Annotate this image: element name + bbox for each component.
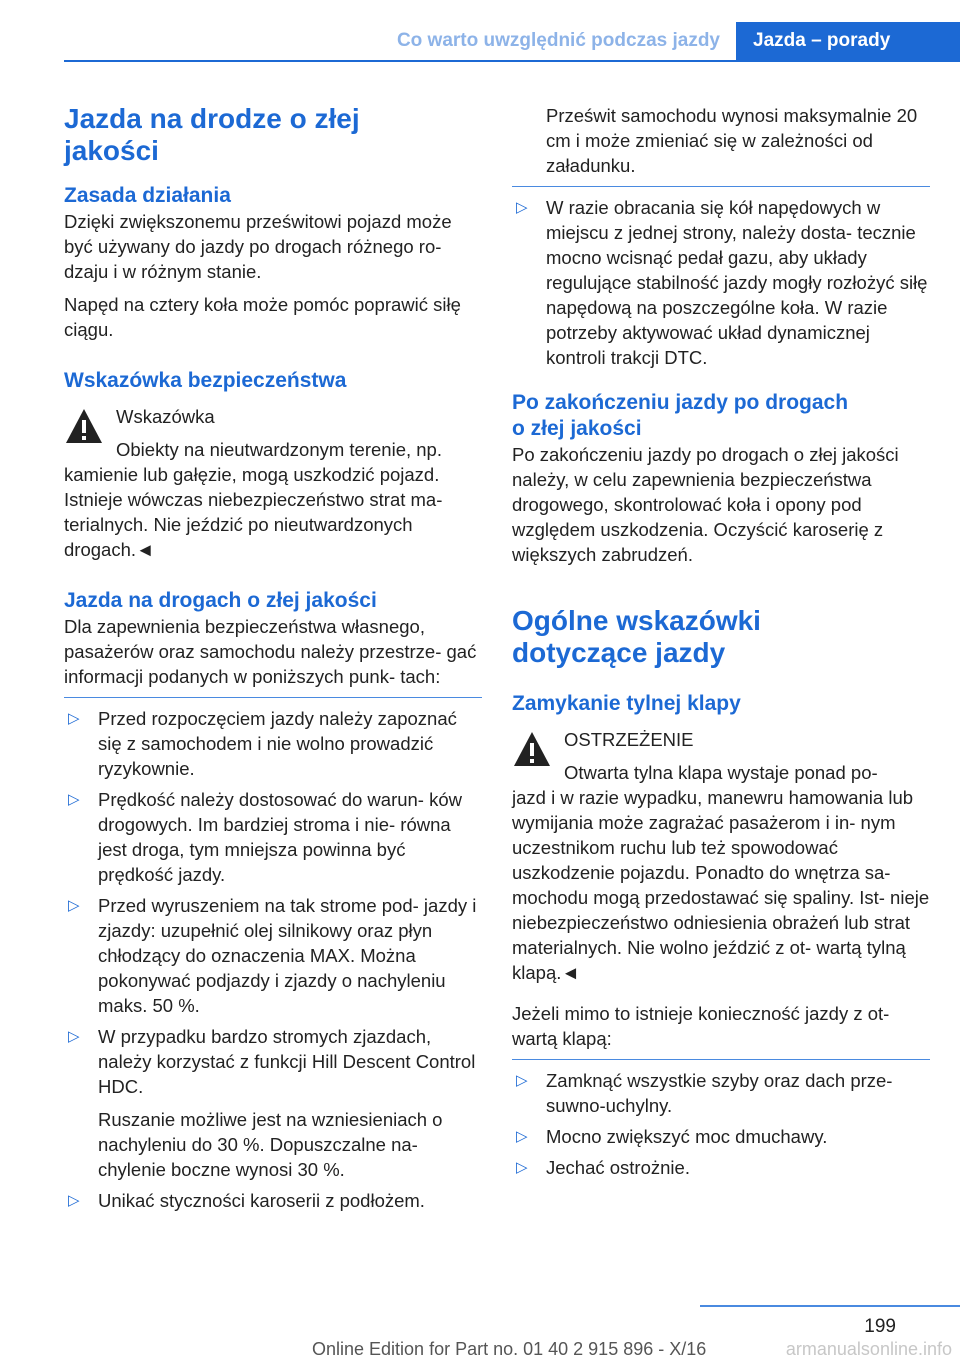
page-header [64,22,960,62]
triangle-right-icon: ▷ [516,1128,528,1145]
list-separator [512,186,930,187]
triangle-right-icon: ▷ [68,1192,80,1209]
warning-label: OSTRZEŻENIE [564,729,694,750]
triangle-right-icon: ▷ [516,199,528,216]
warning-label: Wskazówka [116,406,215,427]
triangle-right-icon: ▷ [516,1159,528,1176]
list-item: ▷ Prędkość należy dostosować do warun- ków drogowych. Im bardziej stroma i nie- równa jest droga, tym mniejsza powinna być prędkość jazdy. [68,789,463,885]
principle-paragraph-1: Dzięki zwiększonemu prześwitowi pojazd może być używany do jazdy po drogach różnego ro- dzaju i w różnym stanie. [64,211,452,282]
list-separator [64,697,482,698]
list-item: ▷ W razie obracania się kół napędowych w miejscu z jednej strony, należy dosta- tecznie mocno wcisnąć pedał gazu, aby układy regulujące stabilność jazdy mogły rozłożyć siłę napędową na poszczególne koła. W razie potrzeby aktywować układ dynamicznej kontroli trakcji DTC. [516,197,928,368]
tailgate-list [512,1068,930,1180]
triangle-right-icon: ▷ [68,1028,80,1045]
list-item: ▷ Zamknąć wszystkie szyby oraz dach prze- suwno-uchylny. [516,1070,893,1116]
list-item: ▷ Przed wyruszeniem na tak strome pod- jazdy i zjazdy: uzupełnić olej silnikowy oraz płyn chłodzący do oznaczenia MAX. Można pokonywać podjazdy i zjazdy o nachyleniu maks. 50 %. [68,895,477,1016]
left-column [64,103,482,1219]
after-driving-heading: Po zakończeniu jazdy po drogach o złej jakości [512,391,849,440]
warning-text-first: Obiekty na nieutwardzonym terenie, np. [116,439,442,460]
bad-roads-list [64,706,482,1213]
warning-triangle-icon [512,730,552,768]
list-separator [512,1059,930,1060]
chapter-tab: Jazda – porady [736,22,960,62]
watermark: armanualsonline.info [785,1339,952,1359]
bad-roads-heading: Jazda na drogach o złej jakości [64,589,377,612]
drive-wheel-list [512,195,930,370]
footer-rule [700,1305,960,1307]
warning-text-rest: jazd i w razie wypadku, manewru hamowania lub wymijania może zagrażać pasażerom i in- nym uczestnikom ruchu lub też spowodować uszkodzenie pojazdu. Ponadto do wnętrza sa- mochodu mogą przedostawać się spaliny. Ist- nieje niebezpieczeństwo odniesienia obrażeń lub strat materialnych. Nie wolno jeździć z ot- wartą tylną klapą.◄ [512,787,930,983]
edition-text: Online Edition for Part no. 01 40 2 915 896 - X/16 [312,1339,707,1359]
after-driving-text: Po zakończeniu jazdy po drogach o złej jakości należy, w celu zapewnienia bezpieczeństwa drogowego, skontrolować koła i opony pod względem uszkodzenia. Oczyścić karoserię z większych zabrudzeń. [512,444,899,565]
list-item: ▷ Mocno zwiększyć moc dmuchawy. [516,1126,828,1147]
section-title: Co warto uwzględnić podczas jazdy [396,30,720,51]
list-continuation: Prześwit samochodu wynosi maksymalnie 20 cm i może zmieniać się w zależności od załadunku. [546,105,918,176]
triangle-right-icon: ▷ [68,897,80,914]
tailgate-intro: Jeżeli mimo to istnieje konieczność jazdy z ot- wartą klapą: [512,1003,890,1049]
list-item: ▷ Unikać styczności karoserii z podłożem. [68,1190,425,1211]
safety-warning [64,404,482,462]
bad-roads-intro: Dla zapewnienia bezpieczeństwa własnego, pasażerów oraz samochodu należy przestrze- gać informacji podanych w poniższych punk- tach: [64,616,477,687]
general-tips-title: Ogólne wskazówki dotyczące jazdy [512,605,761,668]
list-item: ▷ Przed rozpoczęciem jazdy należy zapoznać się z samochodem i nie wolno prowadzić ryzykownie. [68,708,457,779]
warning-text-first: Otwarta tylna klapa wystaje ponad po- [564,762,878,783]
page-number: 199 [864,1316,896,1337]
main-title: Jazda na drodze o złej jakości [64,103,360,166]
safety-heading: Wskazówka bezpieczeństwa [64,369,347,392]
header-rule [64,60,960,62]
tailgate-warning [512,727,930,785]
triangle-right-icon: ▷ [68,710,80,727]
principle-heading: Zasada działania [64,184,231,207]
warning-text-rest: kamienie lub gałęzie, mogą uszkodzić pojazd. Istnieje wówczas niebezpieczeństwo strat ma- terialnych. Nie jeździć po nieutwardzonych drogach.◄ [64,464,443,560]
list-item: ▷ W przypadku bardzo stromych zjazdach, należy korzystać z funkcji Hill Descent Control HDC. Ruszanie możliwe jest na wzniesieniach o nachyleniu do 30 %. Dopuszczalne na- chylenie boczne wynosi 30 %. [68,1026,476,1180]
principle-paragraph-2: Napęd na cztery koła może pomóc poprawić siłę ciągu. [64,294,461,340]
right-column [512,103,930,1186]
warning-triangle-icon [64,407,104,445]
triangle-right-icon: ▷ [516,1072,528,1089]
tailgate-heading: Zamykanie tylnej klapy [512,692,741,715]
list-item: ▷ Jechać ostrożnie. [516,1157,690,1178]
triangle-right-icon: ▷ [68,791,80,808]
